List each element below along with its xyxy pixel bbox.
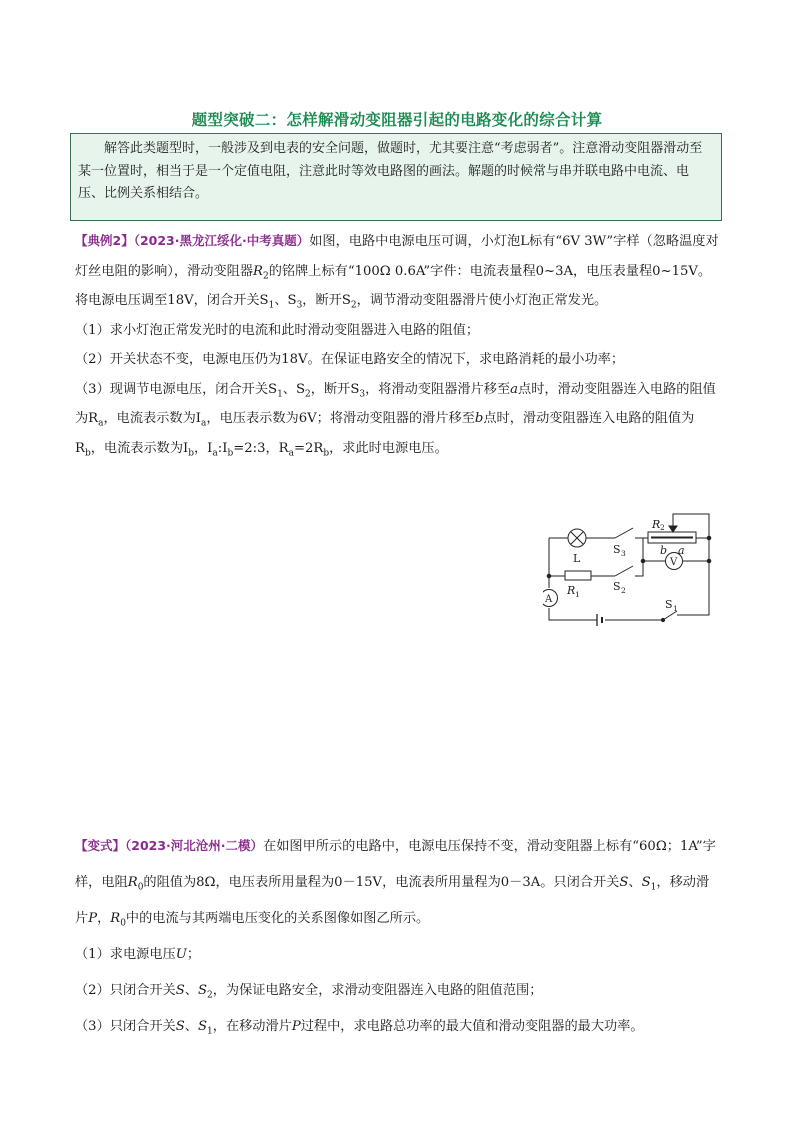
symbol: b [474,411,484,426]
subscript: 1 [206,1026,213,1037]
q-text: :I [217,440,228,456]
subscript: 0 [120,918,126,929]
wire [696,538,709,561]
stem-text: ，断开S [302,293,351,308]
wire [549,608,597,620]
method-tip-text: 解答此类题型时，一般涉及到电表的安全问题，做题时，尤其要注意“考虑弱者”。注意滑动变阻器滑动至某一位置时，相当于是一个定值电阻，注意此时等效电路图的画法。解题的时候常与串并联电路中电流、电压、比例关系相结合。 [78,141,703,201]
q-text: （3）现调节电源电压，闭合开关S [75,381,278,397]
stem-text: 的阻值为8Ω，电压表所用量程为0－15V，电流表所用量程为0－3A。只闭合开关 [143,875,620,890]
symbol: R [110,911,121,926]
r2-subscript: 2 [660,523,665,532]
q-text: ，I [194,440,213,456]
s3-subscript: 3 [621,549,626,558]
q-text: 、 [184,1019,198,1034]
junction-dot [641,559,645,563]
symbol: a [510,381,519,397]
stem-text: 、S [274,293,297,308]
subscript: 3 [359,389,366,400]
subscript: b [227,448,234,459]
circuit-diagram [543,510,718,628]
voltmeter-label: V [670,557,678,568]
stem-text: ，移动滑片 [75,875,710,926]
subscript: a [98,418,104,429]
q-text: ，为保证电路安全，求滑动变阻器连入电路的阻值范围； [212,983,543,998]
lamp-label: L [573,552,581,565]
q-text: 、 [184,983,198,998]
subscript: 2 [262,271,269,282]
wire [635,561,647,576]
subscript: 1 [268,300,275,311]
stem-text: ， [97,911,111,926]
ammeter-label: A [545,594,553,605]
symbol: P [291,1019,301,1034]
s2-subscript: 2 [621,586,626,595]
example-2-question-3 [75,375,721,464]
example-2-stem [75,226,721,316]
stem-text: 在如图甲所示的电路中，电源电压保持不变，滑动变阻器上标有“60Ω；1A”字样，电阻 [75,839,716,890]
subscript: 1 [650,882,657,893]
s2-label: S [613,580,621,593]
q-text: （1）求电源电压 [75,947,176,962]
symbol: U [175,947,187,962]
symbol: S [641,875,651,890]
symbol: R [127,875,138,890]
q-text: （3）只闭合开关 [75,1019,176,1034]
q-text: （2）只闭合开关 [75,983,176,998]
variant-question-2 [75,973,721,1009]
slider-arrow-icon [669,526,677,532]
symbol: S [175,983,185,998]
variant-stem [75,828,721,937]
subscript: a [288,448,294,459]
symbol: S [197,1019,207,1034]
page-title: 题型突破二：怎样解滑动变阻器引起的电路变化的综合计算 [191,111,603,129]
subscript: b [84,448,91,459]
q-text: ，电压表示数为6V；将滑动变阻器的滑片移至 [206,411,475,426]
method-tip-box [70,133,722,221]
q-text: ，在移动滑片 [212,1019,292,1034]
symbol: S [619,875,629,890]
switch-s3-blade [615,528,633,538]
q-text: =2R [293,440,324,456]
subscript: b [323,448,330,459]
q-text: ； [186,947,201,962]
symbol: P [88,911,98,926]
variant-problem [75,828,721,1045]
example-2 [75,226,721,463]
subscript: 2 [305,389,311,400]
q-text: 点时，滑动变阻器连入电路的阻值为R [75,411,695,456]
s3-label: S [613,543,621,556]
subscript: b [188,448,194,459]
symbol: S [197,983,207,998]
stem-text: 中的电流与其两端电压变化的关系图像如图乙所示。 [125,911,430,926]
q-text: 过程中，求电路总功率的最大值和滑动变阻器的最大功率。 [300,1019,644,1034]
junction-dot [547,574,551,578]
stem-text: ，调节滑动变阻器滑片使小灯泡正常发光。 [356,293,608,308]
variant-question-1 [75,937,721,973]
junction-dot [707,536,711,540]
example-2-heading: 【典例2】（2023·黑龙江绥化·中考真题） [75,233,310,248]
point-a-label: a [678,544,685,557]
q-text: ，电流表示数为I [90,440,189,456]
q-text: ，电流表示数为I [103,411,202,426]
r2-label: R [652,518,661,531]
q-text: ，求此时电源电压。 [329,440,448,456]
slider-wire [673,514,709,538]
q-text: 、S [282,381,306,397]
point-b-label: b [660,544,668,557]
example-2-question-2: （2）开关状态不变，电源电压仍为18V。在保证电路安全的情况下，求电路消耗的最小功率； [75,352,625,367]
stem-text: 的铭牌上标有“100Ω 0.6A”字件：电流表量程0~3A，电压表量程0~15V。将电源电压调至18V，闭合开关S [75,263,712,308]
example-2-question-1: （1）求小灯泡正常发光时的电流和此时滑动变阻器进入电路的阻值； [75,322,480,338]
symbol: R [253,263,263,279]
wire [677,561,709,615]
subscript: 2 [350,300,357,311]
variant-heading: 【变式】（2023·河北沧州·二模） [75,838,264,853]
stem-text: 、 [628,875,642,890]
subscript: 3 [296,300,303,311]
symbol: S [175,1019,185,1034]
r1-label: R [567,584,576,597]
stem-text: 如图，电路中电源电压可调，小灯泡L标有“6V 3W”字样（忽略温度对灯丝电阻的影响），滑动变阻器 [75,234,719,279]
subscript: 2 [206,990,213,1001]
r1-subscript: 1 [575,590,580,599]
subscript: 0 [137,882,144,893]
switch-s2-blade [615,566,633,576]
subscript: 1 [277,389,283,400]
variant-question-3 [75,1009,721,1045]
q-text: ，将滑动变阻器滑片移至 [365,381,511,397]
s1-subscript: 1 [673,604,678,613]
subscript: a [212,448,218,459]
q-text: 点时，滑动变阻器连入电路的阻值为R [75,381,716,426]
q-text: =2:3，R [233,440,289,456]
subscript: a [201,418,207,429]
resistor-r1 [565,571,591,580]
s1-label: S [665,598,673,611]
junction-dot [707,559,711,563]
switch-contact [661,618,664,621]
q-text: ，断开S [310,381,360,397]
